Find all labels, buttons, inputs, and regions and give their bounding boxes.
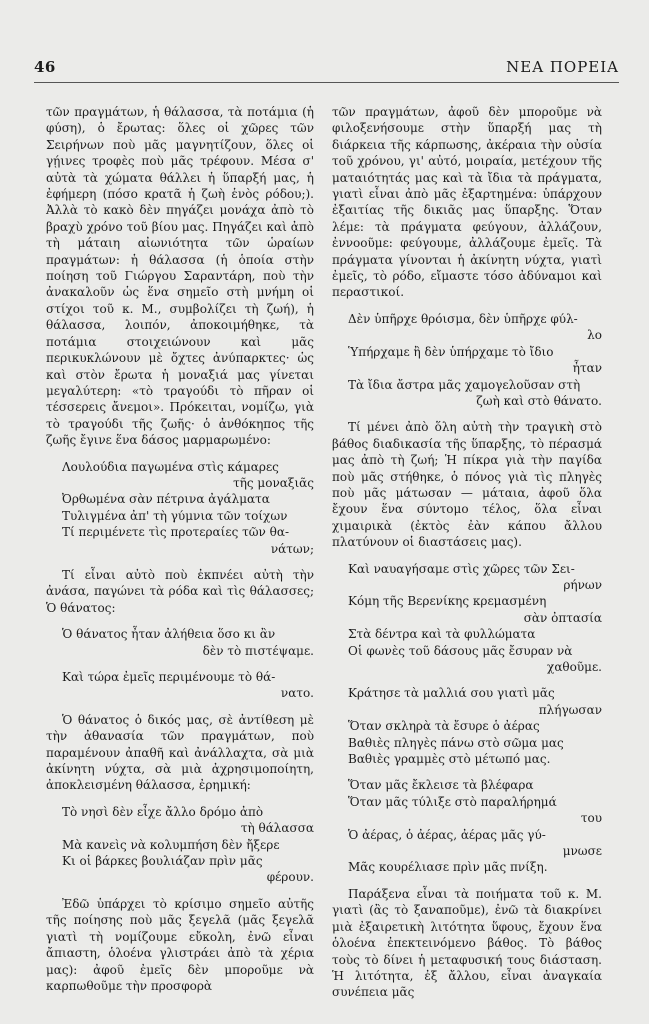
verse-line: Κι οἱ βάρκες βουλιάζαν πρὶν μᾶς [62, 854, 263, 869]
verse-block [332, 685, 602, 767]
verse-line: χαθοῦμε. [547, 660, 602, 674]
paragraph: τῶν πραγμάτων, ἀφοῦ δὲν μποροῦμε νὰ φιλοξενήσουμε στὴν ὕπαρξή μας τὴ διάρκεια τῆς κάρπωσης, ἀκέραια τὴν οὐσία τοῦ χρόνου, γι' αὐτό, μοιραία, μετέχουν τῆς ματαιότητάς μας καὶ τὰ ἴδια τὰ πράγματα, γιατὶ εἶναι ἀπὸ μᾶς ἐξαρτημένα: ὑπάρχουν ἐξαιτίας τῆς δικιᾶς μας ὕπαρξης. Ὅταν λέμε: τὰ πράγματα φεύγουν, ἀλλάζουν, ἐννοοῦμε: φεύγουμε, ἀλλάζουμε ἐμεῖς. Τὰ πράγματα γίνονται ἡ ἀκίνητη νύχτα, γιατὶ ἐμεῖς, τὸ ρόδο, εἴμαστε τόσο ἀδύναμοι καὶ περαστικοί. [332, 105, 602, 300]
verse-block [46, 459, 314, 557]
right-column [332, 104, 602, 1001]
page-number: 46 [34, 58, 56, 76]
verse-line: Στὰ δέντρα καὶ τὰ φυλλώματα [348, 627, 536, 642]
verse-line: Ὅταν σκληρὰ τὰ ἔσυρε ὁ ἀέρας [348, 719, 540, 734]
verse-line: Ὀρθωμένα σὰν πέτρινα ἀγάλματα [62, 492, 270, 507]
paragraph: Τί μένει ἀπὸ ὅλη αὐτὴ τὴν τραγικὴ στὸ βάθος διαδικασία τῆς ὕπαρξης, τὸ πέρασμά μας ἀπὸ τὴ ζωή; Ἡ πίκρα γιὰ τὴν παγίδα ποὺ μᾶς στήθηκε, ὁ πόνος γιὰ τὶς πληγὲς ποὺ μᾶς μάτωσαν — μάταια, ἀφοῦ ὅλα ἔχουν ἕνα σύντομο τέλος, ὅλα εἶναι χιμαιρικὰ (ἐκτὸς ἐὰν κάπου ἄλλου πλατύνουν οἱ διαστάσεις μας). [332, 420, 602, 550]
verse-line: Μᾶς κουρέλιασε πρὶν μᾶς πνίξη. [348, 860, 548, 875]
verse-block [46, 626, 314, 659]
verse-line: του [580, 811, 602, 826]
verse-block [46, 804, 314, 886]
verse-line: πλήγωσαν [538, 702, 602, 717]
verse-line: Μὰ κανεὶς νὰ κολυμπήση δὲν ἤξερε [62, 837, 280, 852]
verse-line: ζωὴ καὶ στὸ θάνατο. [476, 393, 602, 408]
verse-line: Τυλιγμένα ἀπ' τὴ γύμνια τῶν τοίχων [62, 508, 288, 523]
verse-line: Ὅταν μᾶς ἔκλεισε τὰ βλέφαρα [348, 778, 534, 793]
verse-line: τὴ θάλασσα [240, 821, 314, 836]
verse-block [332, 777, 602, 875]
verse-line: νάτων; [270, 541, 314, 556]
verse-line: Ὁ ἀέρας, ὁ ἀέρας, ἀέρας μᾶς γύ- [348, 827, 546, 842]
verse-line: Καὶ ναυαγήσαμε στὶς χῶρες τῶν Σει- [348, 561, 575, 576]
verse-line: ἦταν [572, 361, 602, 376]
verse-line: λο [587, 328, 602, 343]
verse-line: Βαθιὲς πληγὲς πάνω στὸ σῶμα μας [348, 735, 564, 750]
verse-line: Βαθιὲς γραμμὲς στὸ μέτωπό μας. [348, 752, 551, 767]
verse-line: Κράτησε τὰ μαλλιά σου γιατὶ μᾶς [348, 686, 555, 701]
verse-line: σὰν ὀπτασία [523, 610, 602, 625]
paragraph: Ὁ θάνατος ὁ δικός μας, σὲ ἀντίθεση μὲ τὴν ἀθανασία τῶν πραγμάτων, ποὺ παραμένουν ἀπαθῆ καὶ ἀνάλλαχτα, σὰ μιὰ ἀκίνητη νύχτα, σὰ μιὰ ἀχρησιμοποίητη, ἀποκλεισμένη θάλασσα, ἐρημική: [46, 712, 314, 793]
verse-line: φέρουν. [266, 870, 314, 885]
verse-line: Καὶ τώρα ἐμεῖς περιμένουμε τὸ θά- [62, 670, 276, 684]
paragraph: τῶν πραγμάτων, ἡ θάλασσα, τὰ ποτάμια (ἡ φύση), ὁ ἔρωτας: ὅλες οἱ χῶρες τῶν Σειρήνων ποὺ μᾶς μαγνητίζουν, ὅλες οἱ γῄινες τροφὲς ποὺ μᾶς τρέφουν. Μέσα σ' αὐτὰ τὰ χώματα θάλλει ἡ ὕπαρξή μας, ἡ ἐφήμερη (πόσο κρατᾶ ἡ ζωὴ ἑνὸς ρόδου;). Ἀλλὰ τὸ κακὸ δὲν πηγάζει μονάχα ἀπὸ τὸ βραχὺ χρόνο τοῦ βίου μας. Πηγάζει καὶ ἀπὸ τὴ μάταιη αἰωνιότητα τῶν ὡραίων πραγμάτων: ἡ θάλασσα (ἡ ὁποία στὴν ποίηση τοῦ Γιώργου Σαραντάρη, ποὺ τὴν ἀνακαλοῦν ὡς ἕνα σημεῖο στὴ μνήμη οἱ στίχοι τοῦ κ. Μ., συμβολίζει τὴ ζωή), ἡ θάλασσα, λοιπόν, ἀποκοιμήθηκε, τὰ ποτάμια στοιχειώνουν καὶ μᾶς περικυκλώνουν μὲ ὄχτες ἀνύπαρκτες· ὡς καὶ στὸν ἔρωτα ἡ μοναξιά μας γίνεται μεγαλύτερη: «τὸ τραγούδι τὸ πῆραν οἱ τέσσερεις ἄνεμοι». Πρόκειται, νομίζω, γιὰ τὸ τραγούδι τῆς ζωῆς· ὁ ἀνθόκηπος τῆς ζωῆς ἔγινε ἕνα δάσος μαρμαρωμένο: [46, 105, 314, 448]
verse-line: Τὸ νησὶ δὲν εἶχε ἄλλο δρόμο ἀπὸ [62, 804, 264, 819]
verse-block [332, 561, 602, 676]
verse-line: δὲν τὸ πιστέψαμε. [202, 643, 314, 658]
paragraph: Παράξενα εἶναι τὰ ποιήματα τοῦ κ. Μ. γιατὶ (ἂς τὸ ξαναποῦμε), ἐνῶ τὰ διακρίνει μιὰ ἐξαιρετικὴ λιτότητα ὕφους, ἔχουν ἕνα ὁλοένα ἐπεκτεινόμενο βάθος. Τὸ βάθος τοὺς τὸ δίνει ἡ μεταφυσική τους διάσταση. Ἡ λιτότητα, ἐξ ἄλλου, εἶναι ἀναγκαία συνέπεια μᾶς [332, 886, 602, 1000]
verse-block [332, 311, 602, 409]
verse-line: Ὁ θάνατος ἦταν ἀλήθεια ὅσο κι ἂν [62, 627, 276, 642]
paragraph: Ἐδῶ ὑπάρχει τὸ κρίσιμο σημεῖο αὐτῆς τῆς ποίησης ποὺ μᾶς ξεγελᾶ (μᾶς ξεγελᾶ γιατὶ τὴ νομίζουμε εὔκολη, ἐνῶ εἶναι ἄπιαστη, ὁλοένα γλιστράει ἀπὸ τὰ χέρια μας): ἀφοῦ ἐμεῖς δὲν μποροῦμε νὰ καρπωθοῦμε τὴν προσφορὰ [46, 896, 314, 993]
verse-line: Λουλούδια παγωμένα στὶς κάμαρες [62, 459, 279, 474]
verse-line: τῆς μοναξιᾶς [233, 475, 314, 490]
verse-line: Τὰ ἴδια ἄστρα μᾶς χαμογελοῦσαν στὴ [348, 377, 581, 392]
verse-line: μνωσε [562, 844, 602, 859]
page-header [34, 58, 619, 83]
verse-line: ρήνων [563, 577, 602, 592]
journal-title: ΝΕΑ ΠΟΡΕΙΑ [506, 58, 619, 76]
paragraph: Τί εἶναι αὐτὸ ποὺ ἐκπνέει αὐτὴ τὴν ἀνάσα, παγώνει τὰ ρόδα καὶ τὶς θάλασσες; Ὁ θάνατος: [46, 567, 314, 615]
verse-line: Δὲν ὑπῆρχε θρόισμα, δὲν ὑπῆρχε φύλ- [348, 311, 578, 326]
verse-line: Ὅταν μᾶς τύλιξε στὸ παραλήρημά [348, 794, 557, 809]
verse-line: Κόμη τῆς Βερενίκης κρεμασμένη [348, 594, 547, 609]
verse-line: νατο. [280, 686, 314, 701]
verse-line: Τί περιμένετε τὶς προτεραίες τῶν θα- [62, 525, 290, 540]
left-column [46, 104, 314, 994]
verse-block [46, 669, 314, 702]
verse-line: Οἱ φωνὲς τοῦ δάσους μᾶς ἔσυραν νὰ [348, 643, 573, 658]
verse-line: Ὑπήρχαμε ἢ δὲν ὑπήρχαμε τὸ ἴδιο [348, 344, 554, 359]
